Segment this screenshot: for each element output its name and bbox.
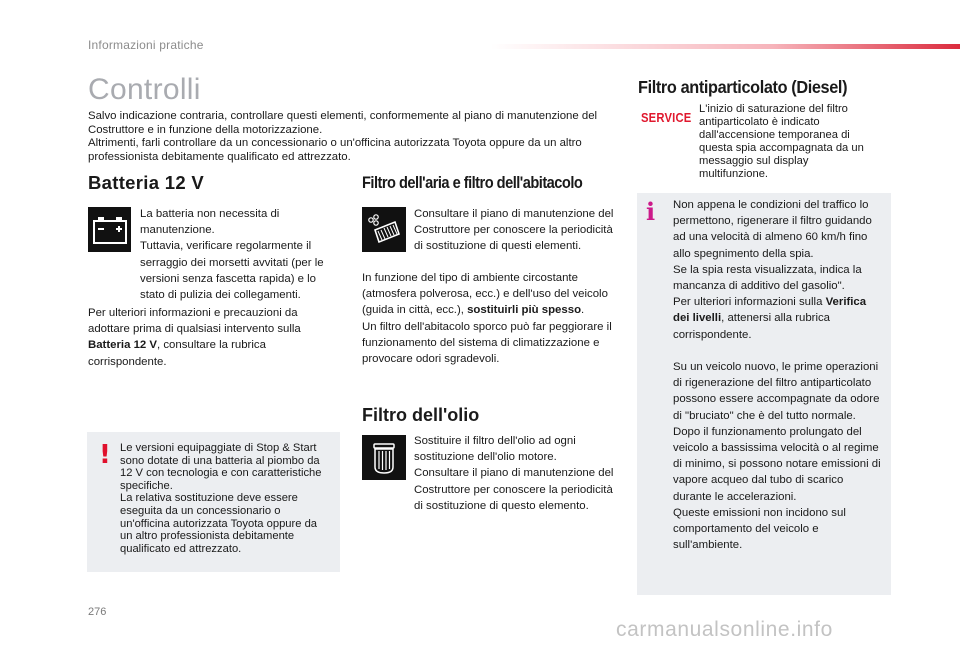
info-paragraph: Queste emissioni non incidono sul comportamento del veicolo e sull'ambiente. bbox=[673, 506, 846, 552]
info-paragraph: Su un veicolo nuovo, le prime operazioni di rigenerazione del filtro antiparticolato possono essere accompagnate da odore di "bruciato" che è del tutto normale. bbox=[673, 361, 880, 422]
page-title: Controlli bbox=[88, 73, 201, 106]
air-filter-more-text bbox=[362, 270, 612, 367]
bold-span: Batteria 12 V bbox=[88, 339, 158, 352]
bold-span: Verifica dei livelli bbox=[673, 296, 867, 325]
info-paragraph: Se la spia resta visualizzata, indica la mancanza di additivo del gasolio". bbox=[673, 263, 862, 293]
section-label: Informazioni pratiche bbox=[88, 38, 204, 52]
battery-text bbox=[140, 206, 340, 303]
text-span: , attenersi alla rubrica corrispondente. bbox=[673, 312, 831, 341]
info-text bbox=[673, 197, 885, 343]
intro-paragraph: Salvo indicazione contraria, controllare questi elementi, conformemente al piano di manutenzione del Costruttore e in funzione della motorizzazione. bbox=[88, 110, 598, 136]
air-filter-paragraph bbox=[362, 270, 612, 319]
dpf-heading: Filtro antiparticolato (Diesel) bbox=[638, 77, 848, 97]
exclamation-icon: ! bbox=[99, 440, 111, 470]
oil-filter-icon bbox=[362, 435, 406, 480]
info-text-second bbox=[673, 359, 885, 553]
battery-paragraph: La batteria non necessita di manutenzione. bbox=[140, 208, 280, 237]
dpf-info-note bbox=[637, 193, 891, 595]
air-filter-icon bbox=[362, 207, 406, 252]
intro-paragraph: Altrimenti, farli controllare da un concessionario o un'officina autorizzata Toyota oppure da un altro professionista debitamente qualificato ed attrezzato. bbox=[88, 137, 582, 163]
air-filter-text bbox=[414, 206, 614, 255]
battery-more-paragraph bbox=[88, 305, 313, 370]
battery-icon bbox=[88, 207, 131, 252]
oil-filter-paragraph: Sostituire il filtro dell'olio ad ogni sostituzione dell'olio motore. bbox=[414, 435, 576, 464]
warning-paragraph: La relativa sostituzione deve essere eseguita da un concessionario o un'officina autorizzata Toyota oppure da un altro professionista debitamente qualificato ed attrezzato. bbox=[120, 492, 318, 555]
dpf-paragraph: L'inizio di saturazione del filtro antiparticolato è indicato dall'accensione temporanea di questa spia accompagnata da un messaggio sul display multifunzione. bbox=[699, 103, 864, 180]
info-paragraph: Non appena le condizioni del traffico lo permettono, rigenerare il filtro guidando ad una velocità di almeno 60 km/h fino allo spegnimento della spia. bbox=[673, 199, 872, 260]
battery-paragraph: Tuttavia, verificare regolarmente il serraggio dei morsetti avvitati (per le versioni senza fascetta rapida) e lo stato di pulizia dei collegamenti. bbox=[140, 240, 324, 302]
page-number: 276 bbox=[88, 606, 107, 618]
info-paragraph bbox=[673, 294, 885, 343]
warning-text bbox=[120, 442, 332, 555]
warning-paragraph: Le versioni equipaggiate di Stop & Start sono dotate di una batteria al piombo da 12 V con tecnologia e con caratteristiche specifiche. bbox=[120, 442, 322, 492]
intro-text bbox=[88, 110, 613, 164]
text-span: . bbox=[581, 304, 585, 317]
oil-filter-text bbox=[414, 433, 614, 514]
text-span: Per ulteriori informazioni e precauzioni da adottare prima di qualsiasi intervento sulla bbox=[88, 307, 301, 336]
dpf-text bbox=[699, 103, 869, 180]
battery-more-text bbox=[88, 305, 313, 370]
oil-filter-heading: Filtro dell'olio bbox=[362, 405, 480, 425]
service-warning-light: SERVICE bbox=[641, 111, 692, 125]
air-filter-paragraph: Consultare il piano di manutenzione del Costruttore per conoscere la periodicità di sostituzione di questi elementi. bbox=[414, 208, 614, 253]
bold-span: sostituirli più spesso bbox=[467, 304, 582, 317]
watermark: carmanualsonline.info bbox=[616, 618, 833, 641]
text-span: , consultare la rubrica corrispondente. bbox=[88, 339, 266, 368]
air-filter-heading: Filtro dell'aria e filtro dell'abitacolo bbox=[362, 173, 583, 192]
text-span: In funzione del tipo di ambiente circostante (atmosfera polverosa, ecc.) e dell'uso del veicolo (guida in città, ecc.), bbox=[362, 272, 608, 317]
info-paragraph: Dopo il funzionamento prolungato del veicolo a bassissima velocità o al regime di minimo, si possono notare emissioni di vapore acqueo dal tubo di scarico durante le accelerazioni. bbox=[673, 425, 881, 503]
info-icon: i bbox=[646, 197, 656, 226]
battery-heading: Batteria 12 V bbox=[88, 172, 204, 193]
header-rule bbox=[490, 44, 960, 49]
air-filter-paragraph: Un filtro dell'abitacolo sporco può far peggiorare il funzionamento del sistema di climatizzazione e provocare odori sgradevoli. bbox=[362, 320, 612, 366]
text-span: Per ulteriori informazioni sulla bbox=[673, 296, 826, 309]
battery-warning-note bbox=[87, 432, 340, 572]
oil-filter-paragraph: Consultare il piano di manutenzione del Costruttore per conoscere la periodicità di sostituzione di questo elemento. bbox=[414, 467, 614, 512]
